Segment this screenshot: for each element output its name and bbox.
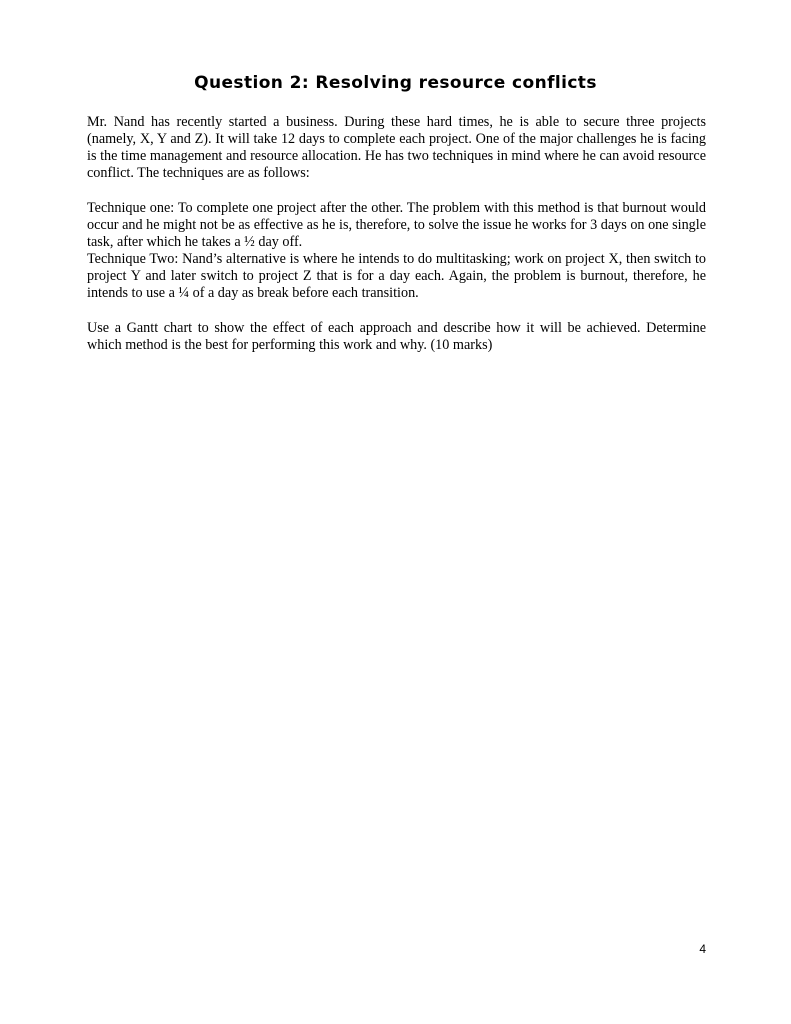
- technique-two-paragraph: Technique Two: Nand’s alternative is where he intends to do multitasking; work on project X, then switch to project Y and later switch to project Z that is for a day each. Again, the problem is burnout, therefore, he intends to use a ¼ of a day as break before each transition.: [87, 251, 706, 301]
- technique-one-paragraph: Technique one: To complete one project after the other. The problem with this method is that burnout would occur and he might not be as effective as he is, therefore, to solve the issue he works for 3 days on one single task, after which he takes a ½ day off.: [87, 200, 706, 250]
- intro-paragraph: Mr. Nand has recently started a business. During these hard times, he is able to secure three projects (namely, X, Y and Z). It will take 12 days to complete each project. One of the major challenges he is facing is the time management and resource allocation. He has two techniques in mind where he can avoid resource conflict. The techniques are as follows:: [87, 114, 706, 181]
- page-number: 4: [699, 942, 706, 956]
- question-title: Question 2: Resolving resource conflicts: [194, 73, 597, 93]
- task-paragraph: Use a Gantt chart to show the effect of each approach and describe how it will be achieved. Determine which method is the best for performing this work and why. (10 marks): [87, 320, 706, 353]
